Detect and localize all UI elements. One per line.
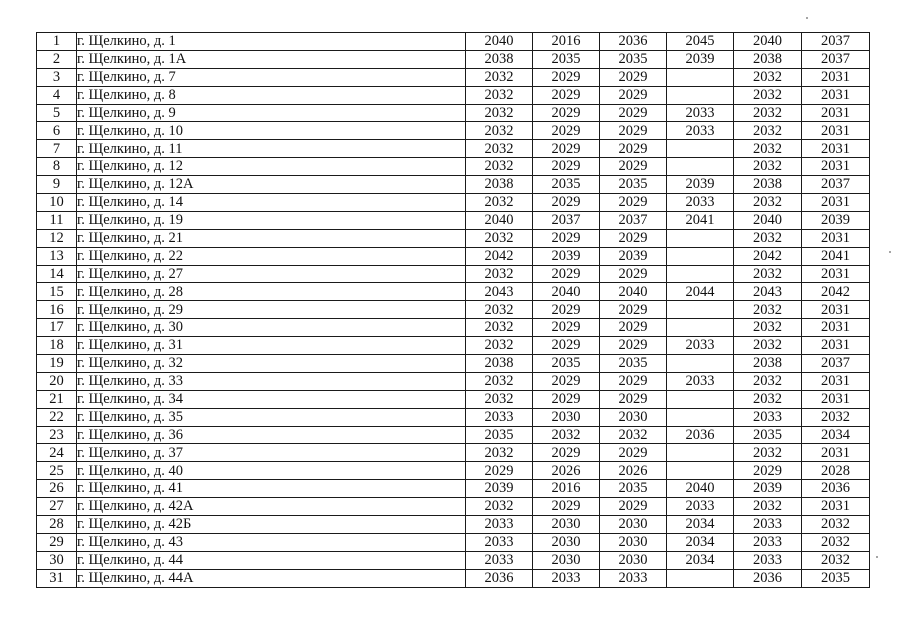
year-cell: 2033 xyxy=(734,533,802,551)
year-cell: 2037 xyxy=(600,211,667,229)
year-cell: 2032 xyxy=(734,194,802,212)
table-row xyxy=(37,140,870,158)
table-body xyxy=(37,33,870,588)
year-cell: 2032 xyxy=(466,140,533,158)
table-row xyxy=(37,50,870,68)
year-cell: 2032 xyxy=(466,104,533,122)
row-number-cell: 22 xyxy=(37,408,77,426)
year-cell: 2033 xyxy=(533,569,600,587)
year-cell: 2039 xyxy=(533,247,600,265)
year-cell: 2036 xyxy=(734,569,802,587)
year-cell: 2029 xyxy=(734,462,802,480)
address-cell: г. Щелкино, д. 43 xyxy=(77,533,466,551)
year-cell: 2040 xyxy=(734,211,802,229)
year-cell: 2033 xyxy=(466,533,533,551)
year-cell: 2031 xyxy=(802,301,870,319)
year-cell: 2032 xyxy=(466,122,533,140)
year-cell: 2016 xyxy=(533,33,600,51)
year-cell: 2032 xyxy=(466,86,533,104)
year-cell xyxy=(667,86,734,104)
year-cell: 2032 xyxy=(734,158,802,176)
year-cell: 2029 xyxy=(533,86,600,104)
row-number-cell: 21 xyxy=(37,390,77,408)
year-cell: 2029 xyxy=(533,444,600,462)
year-cell: 2029 xyxy=(600,390,667,408)
year-cell: 2040 xyxy=(533,283,600,301)
year-cell: 2040 xyxy=(466,33,533,51)
address-cell: г. Щелкино, д. 22 xyxy=(77,247,466,265)
address-cell: г. Щелкино, д. 19 xyxy=(77,211,466,229)
year-cell: 2031 xyxy=(802,122,870,140)
year-cell: 2032 xyxy=(734,498,802,516)
year-cell: 2036 xyxy=(466,569,533,587)
year-cell xyxy=(667,68,734,86)
year-cell: 2039 xyxy=(667,50,734,68)
year-cell: 2029 xyxy=(600,104,667,122)
year-cell: 2038 xyxy=(734,176,802,194)
year-cell xyxy=(667,319,734,337)
year-cell: 2042 xyxy=(466,247,533,265)
year-cell: 2029 xyxy=(533,265,600,283)
address-cell: г. Щелкино, д. 32 xyxy=(77,355,466,373)
houses-repair-schedule-table xyxy=(36,32,870,588)
year-cell: 2038 xyxy=(734,50,802,68)
address-cell: г. Щелкино, д. 30 xyxy=(77,319,466,337)
table-row xyxy=(37,229,870,247)
year-cell: 2037 xyxy=(802,50,870,68)
year-cell: 2033 xyxy=(667,337,734,355)
year-cell: 2030 xyxy=(600,551,667,569)
year-cell: 2032 xyxy=(533,426,600,444)
year-cell: 2036 xyxy=(802,480,870,498)
year-cell: 2029 xyxy=(600,337,667,355)
year-cell xyxy=(667,444,734,462)
year-cell: 2029 xyxy=(533,337,600,355)
address-cell: г. Щелкино, д. 42А xyxy=(77,498,466,516)
row-number-cell: 4 xyxy=(37,86,77,104)
year-cell: 2032 xyxy=(466,265,533,283)
year-cell: 2030 xyxy=(533,551,600,569)
table-row xyxy=(37,265,870,283)
row-number-cell: 27 xyxy=(37,498,77,516)
year-cell: 2033 xyxy=(466,408,533,426)
year-cell: 2029 xyxy=(600,265,667,283)
address-cell: г. Щелкино, д. 35 xyxy=(77,408,466,426)
address-cell: г. Щелкино, д. 44А xyxy=(77,569,466,587)
year-cell: 2033 xyxy=(734,516,802,534)
year-cell: 2036 xyxy=(667,426,734,444)
year-cell: 2029 xyxy=(533,301,600,319)
year-cell: 2033 xyxy=(667,122,734,140)
row-number-cell: 24 xyxy=(37,444,77,462)
row-number-cell: 12 xyxy=(37,229,77,247)
year-cell: 2032 xyxy=(802,408,870,426)
row-number-cell: 5 xyxy=(37,104,77,122)
row-number-cell: 31 xyxy=(37,569,77,587)
year-cell: 2033 xyxy=(466,516,533,534)
table-row xyxy=(37,33,870,51)
year-cell: 2033 xyxy=(734,408,802,426)
address-cell: г. Щелкино, д. 36 xyxy=(77,426,466,444)
table-row xyxy=(37,408,870,426)
address-cell: г. Щелкино, д. 9 xyxy=(77,104,466,122)
row-number-cell: 8 xyxy=(37,158,77,176)
year-cell: 2036 xyxy=(600,33,667,51)
year-cell: 2029 xyxy=(600,301,667,319)
year-cell: 2033 xyxy=(600,569,667,587)
table-row xyxy=(37,426,870,444)
row-number-cell: 25 xyxy=(37,462,77,480)
table-row xyxy=(37,247,870,265)
year-cell: 2034 xyxy=(667,533,734,551)
scan-speck xyxy=(806,17,808,19)
year-cell: 2026 xyxy=(600,462,667,480)
address-cell: г. Щелкино, д. 27 xyxy=(77,265,466,283)
year-cell: 2030 xyxy=(600,516,667,534)
year-cell: 2029 xyxy=(533,194,600,212)
year-cell: 2029 xyxy=(533,104,600,122)
year-cell: 2029 xyxy=(600,140,667,158)
year-cell xyxy=(667,265,734,283)
year-cell: 2032 xyxy=(734,444,802,462)
address-cell: г. Щелкино, д. 12А xyxy=(77,176,466,194)
year-cell: 2031 xyxy=(802,104,870,122)
year-cell xyxy=(667,247,734,265)
table-row xyxy=(37,498,870,516)
year-cell: 2032 xyxy=(734,390,802,408)
year-cell: 2032 xyxy=(466,390,533,408)
year-cell: 2039 xyxy=(466,480,533,498)
address-cell: г. Щелкино, д. 1А xyxy=(77,50,466,68)
year-cell: 2032 xyxy=(734,140,802,158)
year-cell: 2029 xyxy=(533,229,600,247)
year-cell: 2034 xyxy=(667,551,734,569)
year-cell: 2031 xyxy=(802,390,870,408)
year-cell xyxy=(667,140,734,158)
year-cell: 2032 xyxy=(466,372,533,390)
row-number-cell: 28 xyxy=(37,516,77,534)
year-cell: 2033 xyxy=(667,498,734,516)
year-cell: 2029 xyxy=(533,498,600,516)
year-cell: 2032 xyxy=(734,265,802,283)
year-cell: 2029 xyxy=(600,229,667,247)
year-cell: 2032 xyxy=(466,158,533,176)
address-cell: г. Щелкино, д. 21 xyxy=(77,229,466,247)
year-cell: 2038 xyxy=(466,50,533,68)
row-number-cell: 23 xyxy=(37,426,77,444)
year-cell: 2039 xyxy=(734,480,802,498)
row-number-cell: 29 xyxy=(37,533,77,551)
year-cell: 2031 xyxy=(802,372,870,390)
row-number-cell: 10 xyxy=(37,194,77,212)
row-number-cell: 1 xyxy=(37,33,77,51)
year-cell: 2035 xyxy=(600,176,667,194)
year-cell: 2029 xyxy=(600,86,667,104)
year-cell: 2035 xyxy=(533,50,600,68)
year-cell: 2033 xyxy=(667,372,734,390)
year-cell: 2029 xyxy=(533,319,600,337)
year-cell: 2041 xyxy=(667,211,734,229)
year-cell: 2037 xyxy=(533,211,600,229)
year-cell xyxy=(667,408,734,426)
table-row xyxy=(37,444,870,462)
address-cell: г. Щелкино, д. 40 xyxy=(77,462,466,480)
year-cell: 2030 xyxy=(533,408,600,426)
year-cell: 2035 xyxy=(802,569,870,587)
year-cell: 2032 xyxy=(466,337,533,355)
year-cell: 2032 xyxy=(466,194,533,212)
address-cell: г. Щелкино, д. 34 xyxy=(77,390,466,408)
year-cell: 2032 xyxy=(734,319,802,337)
year-cell: 2031 xyxy=(802,229,870,247)
year-cell: 2031 xyxy=(802,68,870,86)
year-cell: 2030 xyxy=(600,533,667,551)
year-cell: 2038 xyxy=(466,355,533,373)
year-cell: 2040 xyxy=(667,480,734,498)
table-row xyxy=(37,194,870,212)
year-cell: 2032 xyxy=(734,372,802,390)
year-cell: 2032 xyxy=(802,551,870,569)
year-cell: 2032 xyxy=(734,301,802,319)
year-cell: 2040 xyxy=(734,33,802,51)
year-cell: 2031 xyxy=(802,319,870,337)
year-cell: 2035 xyxy=(466,426,533,444)
address-cell: г. Щелкино, д. 12 xyxy=(77,158,466,176)
table-row xyxy=(37,283,870,301)
table-row xyxy=(37,390,870,408)
year-cell: 2026 xyxy=(533,462,600,480)
year-cell: 2033 xyxy=(667,104,734,122)
year-cell: 2039 xyxy=(600,247,667,265)
address-cell: г. Щелкино, д. 28 xyxy=(77,283,466,301)
scan-speck xyxy=(889,251,891,253)
year-cell: 2045 xyxy=(667,33,734,51)
year-cell: 2032 xyxy=(466,444,533,462)
row-number-cell: 18 xyxy=(37,337,77,355)
year-cell: 2035 xyxy=(600,480,667,498)
year-cell: 2032 xyxy=(466,498,533,516)
year-cell xyxy=(667,569,734,587)
year-cell: 2032 xyxy=(600,426,667,444)
year-cell: 2029 xyxy=(600,68,667,86)
year-cell: 2029 xyxy=(600,319,667,337)
year-cell: 2044 xyxy=(667,283,734,301)
year-cell: 2043 xyxy=(734,283,802,301)
row-number-cell: 3 xyxy=(37,68,77,86)
address-cell: г. Щелкино, д. 41 xyxy=(77,480,466,498)
year-cell: 2030 xyxy=(600,408,667,426)
year-cell: 2040 xyxy=(600,283,667,301)
year-cell: 2029 xyxy=(600,372,667,390)
year-cell: 2032 xyxy=(466,229,533,247)
address-cell: г. Щелкино, д. 42Б xyxy=(77,516,466,534)
table-row xyxy=(37,372,870,390)
address-cell: г. Щелкино, д. 29 xyxy=(77,301,466,319)
table-row xyxy=(37,462,870,480)
year-cell xyxy=(667,301,734,319)
year-cell xyxy=(667,462,734,480)
year-cell: 2042 xyxy=(734,247,802,265)
row-number-cell: 19 xyxy=(37,355,77,373)
year-cell: 2031 xyxy=(802,158,870,176)
year-cell: 2041 xyxy=(802,247,870,265)
address-cell: г. Щелкино, д. 8 xyxy=(77,86,466,104)
row-number-cell: 2 xyxy=(37,50,77,68)
year-cell: 2038 xyxy=(734,355,802,373)
year-cell: 2037 xyxy=(802,176,870,194)
year-cell: 2031 xyxy=(802,337,870,355)
address-cell: г. Щелкино, д. 1 xyxy=(77,33,466,51)
address-cell: г. Щелкино, д. 31 xyxy=(77,337,466,355)
row-number-cell: 13 xyxy=(37,247,77,265)
row-number-cell: 30 xyxy=(37,551,77,569)
year-cell: 2032 xyxy=(734,337,802,355)
row-number-cell: 16 xyxy=(37,301,77,319)
year-cell: 2032 xyxy=(466,68,533,86)
address-cell: г. Щелкино, д. 14 xyxy=(77,194,466,212)
year-cell: 2032 xyxy=(466,319,533,337)
year-cell: 2033 xyxy=(667,194,734,212)
scan-speck xyxy=(876,556,878,558)
address-cell: г. Щелкино, д. 33 xyxy=(77,372,466,390)
year-cell: 2029 xyxy=(600,498,667,516)
table-row xyxy=(37,86,870,104)
year-cell: 2032 xyxy=(734,122,802,140)
table-row xyxy=(37,533,870,551)
year-cell: 2040 xyxy=(466,211,533,229)
year-cell: 2038 xyxy=(466,176,533,194)
year-cell: 2035 xyxy=(600,355,667,373)
address-cell: г. Щелкино, д. 44 xyxy=(77,551,466,569)
year-cell: 2030 xyxy=(533,533,600,551)
year-cell: 2037 xyxy=(802,355,870,373)
table-row xyxy=(37,211,870,229)
table-row xyxy=(37,551,870,569)
year-cell: 2034 xyxy=(802,426,870,444)
year-cell: 2032 xyxy=(734,68,802,86)
address-cell: г. Щелкино, д. 11 xyxy=(77,140,466,158)
year-cell: 2033 xyxy=(734,551,802,569)
year-cell: 2035 xyxy=(600,50,667,68)
year-cell: 2032 xyxy=(734,104,802,122)
table-row xyxy=(37,337,870,355)
year-cell: 2030 xyxy=(533,516,600,534)
year-cell: 2043 xyxy=(466,283,533,301)
table-row xyxy=(37,104,870,122)
year-cell: 2029 xyxy=(533,122,600,140)
year-cell: 2031 xyxy=(802,444,870,462)
year-cell: 2031 xyxy=(802,86,870,104)
table-row xyxy=(37,516,870,534)
year-cell: 2029 xyxy=(533,372,600,390)
year-cell: 2032 xyxy=(734,229,802,247)
row-number-cell: 20 xyxy=(37,372,77,390)
year-cell: 2039 xyxy=(667,176,734,194)
year-cell: 2029 xyxy=(600,122,667,140)
address-cell: г. Щелкино, д. 7 xyxy=(77,68,466,86)
year-cell: 2031 xyxy=(802,265,870,283)
table-row xyxy=(37,480,870,498)
year-cell xyxy=(667,390,734,408)
year-cell: 2042 xyxy=(802,283,870,301)
year-cell: 2029 xyxy=(600,194,667,212)
year-cell: 2029 xyxy=(533,140,600,158)
table-row xyxy=(37,122,870,140)
year-cell: 2029 xyxy=(533,390,600,408)
year-cell: 2031 xyxy=(802,498,870,516)
table-row xyxy=(37,319,870,337)
table-row xyxy=(37,355,870,373)
year-cell: 2029 xyxy=(600,444,667,462)
year-cell: 2039 xyxy=(802,211,870,229)
row-number-cell: 26 xyxy=(37,480,77,498)
year-cell: 2037 xyxy=(802,33,870,51)
table-row xyxy=(37,158,870,176)
year-cell: 2032 xyxy=(802,533,870,551)
year-cell: 2031 xyxy=(802,140,870,158)
year-cell: 2035 xyxy=(533,176,600,194)
year-cell: 2029 xyxy=(600,158,667,176)
row-number-cell: 7 xyxy=(37,140,77,158)
address-cell: г. Щелкино, д. 10 xyxy=(77,122,466,140)
table-row xyxy=(37,301,870,319)
year-cell: 2033 xyxy=(466,551,533,569)
year-cell xyxy=(667,158,734,176)
year-cell xyxy=(667,355,734,373)
row-number-cell: 14 xyxy=(37,265,77,283)
row-number-cell: 6 xyxy=(37,122,77,140)
year-cell: 2028 xyxy=(802,462,870,480)
row-number-cell: 15 xyxy=(37,283,77,301)
year-cell: 2031 xyxy=(802,194,870,212)
year-cell: 2029 xyxy=(466,462,533,480)
year-cell: 2032 xyxy=(802,516,870,534)
table-row xyxy=(37,176,870,194)
year-cell xyxy=(667,229,734,247)
year-cell: 2035 xyxy=(734,426,802,444)
table-row xyxy=(37,68,870,86)
row-number-cell: 17 xyxy=(37,319,77,337)
year-cell: 2035 xyxy=(533,355,600,373)
year-cell: 2016 xyxy=(533,480,600,498)
year-cell: 2029 xyxy=(533,158,600,176)
year-cell: 2032 xyxy=(466,301,533,319)
address-cell: г. Щелкино, д. 37 xyxy=(77,444,466,462)
row-number-cell: 9 xyxy=(37,176,77,194)
row-number-cell: 11 xyxy=(37,211,77,229)
year-cell: 2029 xyxy=(533,68,600,86)
year-cell: 2034 xyxy=(667,516,734,534)
table-row xyxy=(37,569,870,587)
year-cell: 2032 xyxy=(734,86,802,104)
